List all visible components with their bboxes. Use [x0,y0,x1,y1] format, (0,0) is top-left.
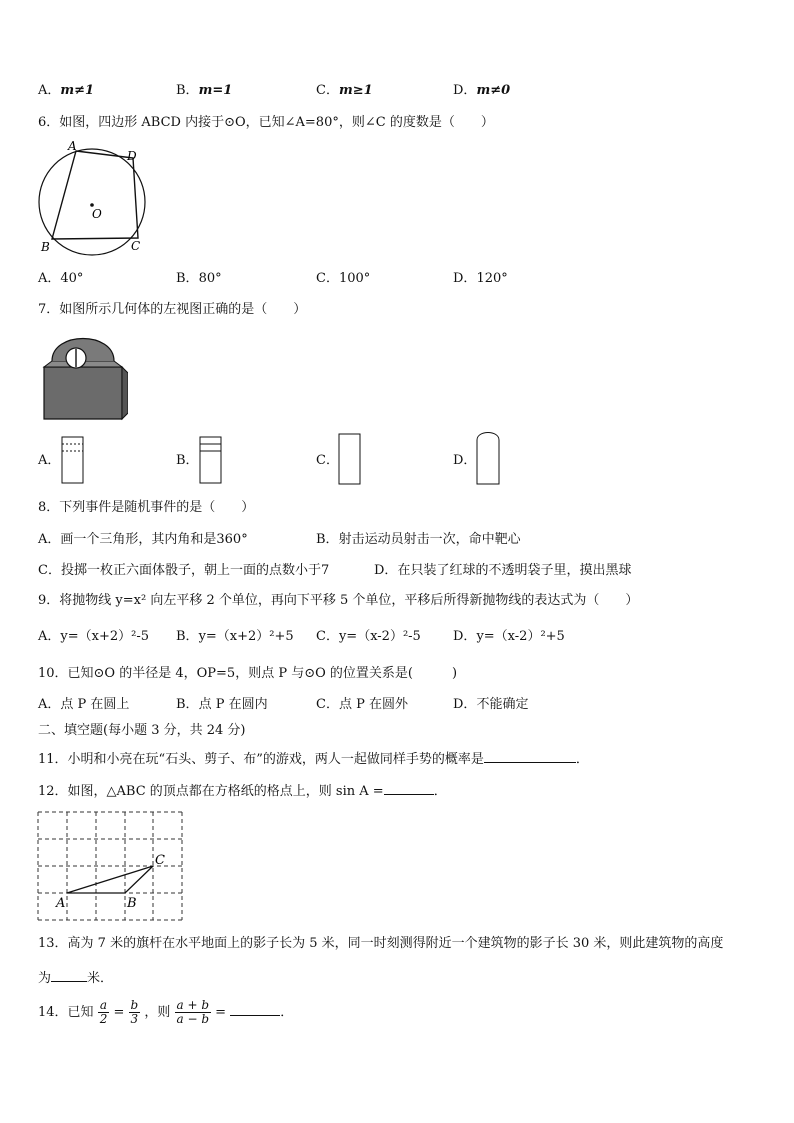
q8-stem: 8．下列事件是随机事件的是（ ） [38,500,255,515]
q7-option-c-figure [337,432,363,486]
label-c: C [155,853,165,868]
numerator: b [130,998,139,1012]
option-label: C． [316,271,339,286]
q13-post: 米． [87,971,114,986]
option-text: y=（x+2）²+5 [198,629,294,644]
option-label: A． [38,83,61,98]
option-text: 不能确定 [476,697,529,712]
option-label: D． [453,83,477,98]
fraction-a-over-2 [98,999,110,1026]
q8-option-c [38,562,329,580]
q12-end: ． [433,784,447,799]
q13-line2 [38,967,113,988]
label-d: D [127,149,137,163]
option-text: 射击运动员射击一次，命中靶心 [338,532,521,547]
q10-stem: 10．已知⊙O 的半径是 4，OP=5，则点 P 与⊙O 的位置关系是( ) [38,666,458,681]
q5-option-a [38,82,94,100]
solid-side-face [122,367,128,419]
option-label: B． [176,697,199,712]
option-text: 点 P 在圆上 [60,697,130,712]
option-text: 点 P 在圆外 [338,697,408,712]
q6-option-a [38,270,83,288]
q14-pre: 14．已知 [38,1005,94,1020]
q7-stem: 7．如图所示几何体的左视图正确的是（ ） [38,302,307,317]
option-label: D． [453,629,477,644]
denominator: 2 [99,1012,108,1026]
q13-pre: 为 [38,971,52,986]
option-text: m=1 [198,83,233,98]
option-text: y=（x+2）²-5 [60,629,149,644]
option-text: y=（x-2）²+5 [476,629,565,644]
option-text: 投掷一枚正六面体骰子，朝上一面的点数小于7 [60,563,330,578]
option-label: A． [38,697,61,712]
q9-option-d [453,628,565,646]
q11-end: ． [575,752,589,767]
q5-option-b [176,82,232,100]
q12 [38,780,447,801]
option-text: 120° [476,271,508,286]
label-a: A [68,139,77,153]
q12-text: 12．如图，△ABC 的顶点都在方格纸的格点上，则 sin A = [38,784,384,799]
q10-option-a [38,696,129,714]
q14 [38,998,293,1028]
option-label: B． [176,629,199,644]
q6-stem: 6．如图，四边形 ABCD 内接于⊙O，已知∠A=80°，则∠C 的度数是（ ） [38,115,494,130]
q8-option-a [38,531,248,549]
quadrilateral-abcd [52,151,138,239]
option-text: m≠0 [476,83,511,98]
q8-option-d [374,562,631,580]
q5-option-c [316,82,373,100]
option-label: B． [316,532,339,547]
q11-text: 11．小明和小亮在玩“石头、剪子、布”的游戏，两人一起做同样手势的概率是 [38,752,484,767]
option-label: D． [453,697,477,712]
q12-grid-figure [34,808,186,924]
q11 [38,748,589,769]
q9-option-c [316,628,421,646]
q7-option-b-figure [198,435,224,485]
q12-answer-blank[interactable] [384,780,434,795]
triangle-abc [67,866,153,893]
solid-front-face [44,367,122,419]
q6-circle-figure [30,138,160,258]
q6-option-c [316,270,370,288]
option-text: 在只装了红球的不透明袋子里，摸出黑球 [397,563,632,578]
q11-answer-blank[interactable] [484,748,576,763]
q6-option-d [453,270,508,288]
label-b: B [127,896,137,911]
label-a: A [56,896,66,911]
option-label: B． [176,271,199,286]
numerator: a + b [176,998,210,1012]
q6-option-b [176,270,222,288]
q10-option-c [316,696,408,714]
q7-option-a-figure [60,435,86,485]
view-rect [339,434,360,484]
q7-option-b-label: B． [176,453,199,468]
equals-sign: = [215,1005,227,1020]
q7-option-a-label: A． [38,453,61,468]
option-label: C． [316,629,339,644]
q14-mid: ，则 [144,1005,171,1020]
numerator: a [98,999,110,1013]
q9-option-a [38,628,149,646]
option-label: C． [316,697,339,712]
option-text: m≠1 [60,83,95,98]
option-text: 80° [198,271,222,286]
option-label: A． [38,271,61,286]
q7-option-c-label: C． [316,453,339,468]
q14-end: ． [280,1005,294,1020]
label-b: B [41,240,50,254]
q7-option-d-label: D． [453,453,477,468]
q7-solid-figure [38,333,128,423]
q7-option-d-figure [474,430,502,486]
q13-answer-blank[interactable] [51,967,87,982]
option-label: A． [38,532,61,547]
fraction-sum-over-diff [175,999,212,1026]
q10-option-b [176,696,268,714]
q10-option-d [453,696,528,714]
q8-option-b [316,531,521,549]
q9-stem: 9．将抛物线 y=x² 向左平移 2 个单位，再向下平移 5 个单位，平移后所得新抛物线的表达式为（ ） [38,593,639,608]
option-text: m≥1 [338,83,373,98]
option-label: C． [38,563,61,578]
option-text: 40° [60,271,84,286]
option-text: 100° [338,271,371,286]
option-label: D． [374,563,398,578]
option-label: A． [38,629,61,644]
section-title-fill-blank: 二、填空题(每小题 3 分，共 24 分) [38,723,246,738]
option-label: B． [176,83,199,98]
denominator: 3 [130,1012,139,1026]
q9-option-b [176,628,294,646]
option-label: C． [316,83,339,98]
label-c: C [131,239,141,253]
q14-answer-blank[interactable] [230,1001,280,1016]
option-text: 点 P 在圆内 [198,697,268,712]
q5-option-d [453,82,510,100]
equals-sign: = [113,1005,125,1020]
view-arched-rect [477,433,499,485]
option-label: D． [453,271,477,286]
denominator: a − b [176,1012,210,1026]
option-text: 画一个三角形，其内角和是360° [60,532,248,547]
option-text: y=（x-2）²-5 [338,629,421,644]
q13-line1: 13．高为 7 米的旗杆在水平地面上的影子长为 5 米，同一时刻测得附近一个建筑物的影子长 30 米，则此建筑物的高度 [38,936,724,951]
label-o: O [92,207,102,221]
fraction-b-over-3 [129,999,141,1026]
